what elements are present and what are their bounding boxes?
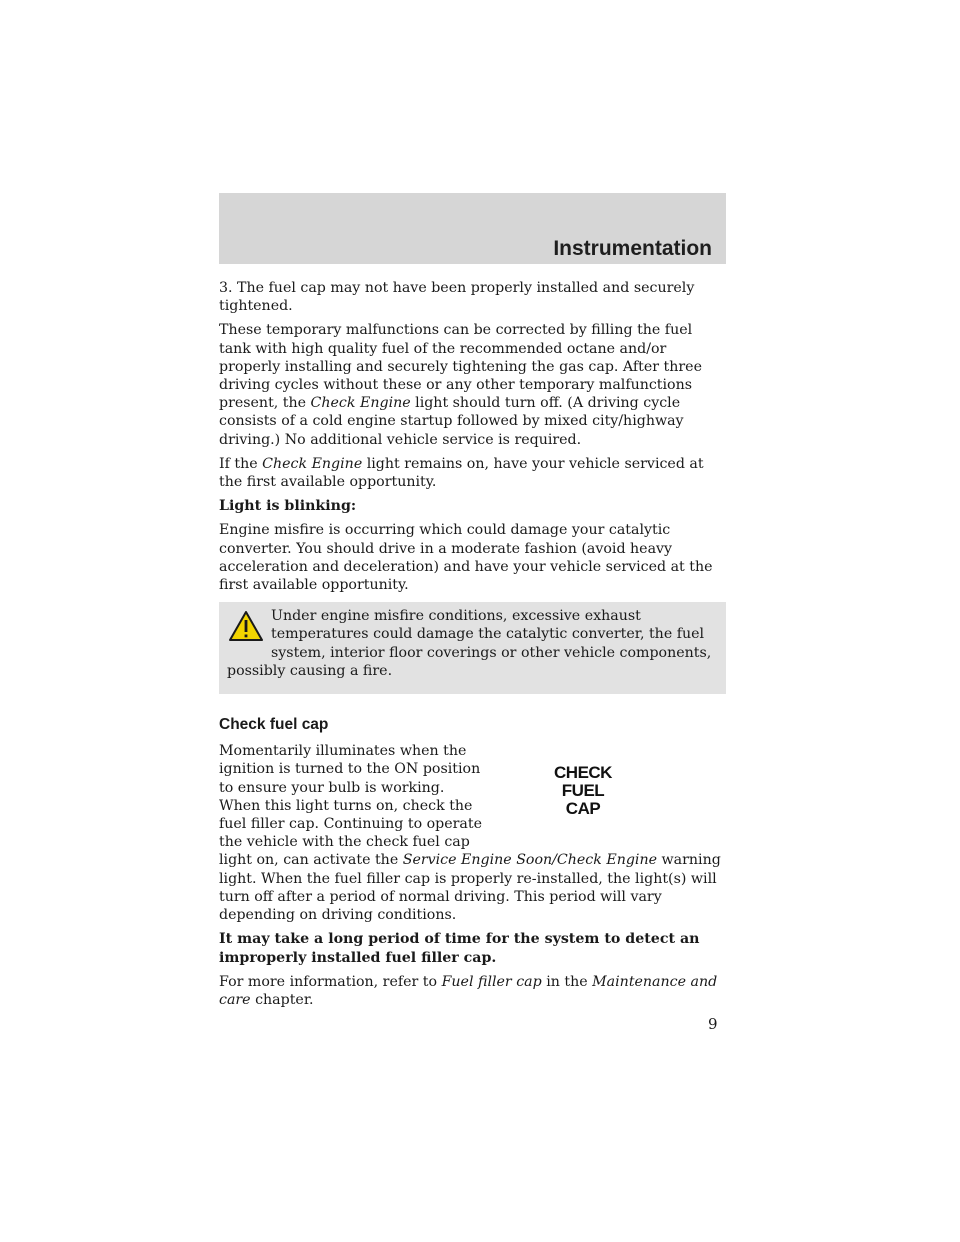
check-fuel-cap-heading: Check fuel cap	[219, 716, 329, 734]
warning-text: Under engine misfire conditions, excessive exhaust temperatures could damage the catalytic converter, the fuel system, interior floor coverings or other vehicle components, possibly causing a fire.	[227, 608, 712, 679]
light-blinking-heading: Light is blinking:	[219, 498, 357, 515]
maintenance-and-care-reference: Maintenance and care	[219, 973, 718, 1008]
check-engine-term: Check Engine	[310, 395, 411, 412]
paragraph-more-information: For more information, refer to Fuel filler cap in the Maintenance and care chapter.	[219, 973, 718, 1008]
check-fuel-cap-indicator	[496, 746, 726, 846]
check-fuel-cap-section	[219, 742, 726, 924]
warning-box	[219, 602, 726, 694]
warning-triangle-icon	[227, 609, 265, 645]
paragraph-light-remains-on: If the Check Engine light remains on, have your vehicle serviced at the first available opportunity.	[219, 455, 704, 491]
paragraph-engine-misfire: Engine misfire is occurring which could damage your catalytic converter. You should drive in a moderate fashion (avoid heavy acceleration and deceleration) and have your vehicle serviced at the first available opportunity.	[219, 522, 713, 594]
service-engine-soon-term: Service Engine Soon/Check Engine	[402, 852, 658, 869]
check-engine-term: Check Engine	[262, 455, 363, 472]
page-content	[219, 279, 726, 1015]
page-number: 9	[708, 1015, 718, 1033]
paragraph-fuel-cap-cause: 3. The fuel cap may not have been properly installed and securely tightened.	[219, 280, 695, 315]
paragraph-temporary-malfunctions: These temporary malfunctions can be corrected by filling the fuel tank with high quality fuel of the recommended octane and/or properly installing and securely tightening the gas cap. After three driving cycles without these or any other temporary malfunctions present, the Check Engine light should turn off. (A driving cycle consists of a cold engine startup followed by mixed city/highway driving.) No additional vehicle service is required.	[219, 322, 702, 448]
check-fuel-cap-indicator-label: CHECK FUEL CAP	[554, 763, 612, 819]
section-header-band	[219, 193, 726, 264]
fuel-filler-cap-reference: Fuel filler cap	[441, 973, 542, 990]
paragraph-fuel-cap-description: Momentarily illuminates when the ignition is turned to the ON position to ensure your bulb is working. When this light turns on, check the fuel filler cap. Continuing to operate the vehicle with the check fuel cap light on, can activate the Service Engine Soon/Check Engine warning light. When the fuel filler cap is properly re-installed, the light(s) will turn off after a period of normal driving. This period will vary depending on driving conditions.	[219, 743, 721, 924]
section-title: Instrumentation	[553, 237, 712, 260]
fuel-cap-bold-note: It may take a long period of time for the system to detect an improperly installed fuel filler cap.	[219, 931, 700, 966]
